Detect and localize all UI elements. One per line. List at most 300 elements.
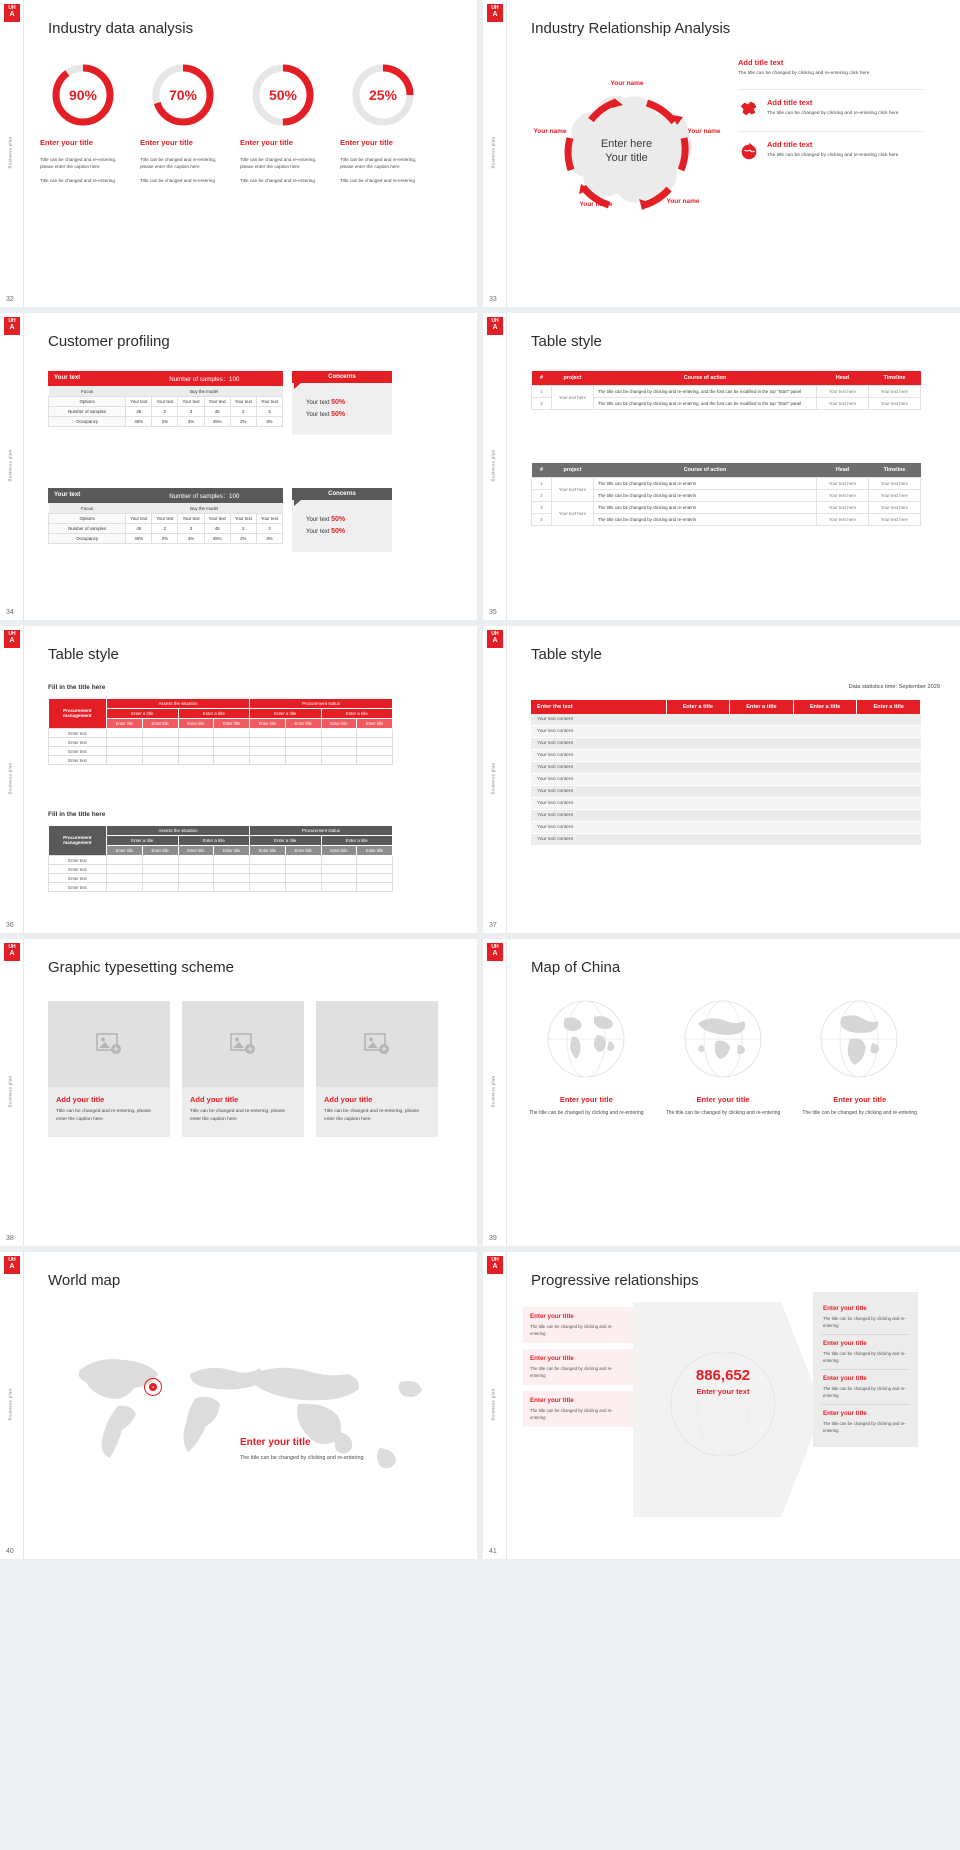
logo-text-bottom: A — [9, 324, 15, 331]
table-cell — [857, 810, 921, 822]
info-card — [821, 1405, 910, 1439]
table-cell — [214, 865, 250, 874]
table-grey — [531, 463, 921, 526]
logo-text-bottom: A — [9, 1263, 15, 1270]
table-row — [49, 503, 283, 514]
table-cell — [857, 834, 921, 846]
logo-text-top: UH — [8, 944, 16, 950]
table-cell — [730, 762, 794, 774]
brand-logo-icon — [487, 4, 503, 22]
info-card-title: Enter your title — [530, 1355, 574, 1362]
info-card-body: The title can be changed by clicking and re-entering — [530, 1366, 613, 1378]
table-cell: 45% — [126, 534, 152, 544]
table-cell: Your text — [152, 397, 178, 407]
table-cell: Your text content — [531, 810, 666, 822]
concerns-line-value: 50% — [331, 411, 346, 418]
big-number-block — [658, 1367, 788, 1396]
table-cell — [357, 747, 393, 756]
row-label: Enter text — [49, 738, 107, 747]
sub-header: Enter a title — [250, 836, 322, 846]
table-cell — [857, 738, 921, 750]
table-row — [49, 514, 283, 524]
table-cell — [857, 726, 921, 738]
slide-side-label: Business plan — [490, 1075, 496, 1108]
table-cell-num: 2 — [532, 398, 552, 410]
slide-number: 36 — [6, 922, 14, 929]
table-cell — [107, 747, 143, 756]
row-label: Enter text — [49, 874, 107, 883]
data-table — [531, 371, 921, 410]
table-cell: Your text — [126, 514, 152, 524]
table-header-right: Number of samples：100 — [169, 493, 240, 500]
mini-header: Enter title — [357, 846, 393, 856]
mini-header: Enter title — [321, 846, 357, 856]
slide-thumbnail-34[interactable] — [0, 313, 477, 620]
mini-header: Enter title — [250, 719, 286, 729]
table-cell: 2% — [230, 534, 256, 544]
globe-title: Enter your title — [696, 1095, 750, 1104]
table-cell — [857, 786, 921, 798]
table-cell — [250, 883, 286, 892]
logo-text-bottom: A — [492, 637, 498, 644]
donut-percent-label: 25% — [368, 87, 398, 103]
info-card — [523, 1391, 633, 1427]
brand-logo-icon — [487, 630, 503, 648]
slide-thumbnail-33[interactable] — [483, 0, 960, 307]
row-label: Enter text — [49, 747, 107, 756]
slide-thumbnail-40[interactable] — [0, 1252, 477, 1559]
mini-header: Enter title — [214, 719, 250, 729]
table-cell-num: 3 — [532, 502, 552, 514]
table-cell: 2 — [230, 407, 256, 417]
mini-header: Enter title — [107, 846, 143, 856]
table-row — [49, 756, 393, 765]
column-header: Enter the text — [531, 700, 666, 714]
slide-left-rail — [483, 1252, 507, 1559]
mini-header: Enter title — [357, 719, 393, 729]
page-title: Customer profiling — [48, 333, 170, 350]
info-card-title: Enter your title — [823, 1410, 867, 1417]
table-cell — [666, 738, 730, 750]
info-card-body: The title can be changed by clicking and re-entering — [823, 1351, 906, 1363]
table-cell: 2 — [230, 524, 256, 534]
slide-number: 40 — [6, 1548, 14, 1555]
table-cell — [285, 738, 321, 747]
table-cell-action: The title can be changed by clicking and re-enterin — [594, 502, 817, 514]
brand-logo-icon — [487, 943, 503, 961]
table-row — [531, 834, 921, 846]
mini-header: Enter title — [142, 846, 178, 856]
table-cell — [178, 729, 214, 738]
relationship-node-label: Your name — [579, 201, 613, 208]
table-cell — [666, 786, 730, 798]
content-table — [531, 700, 921, 846]
column-header: Head — [817, 371, 869, 386]
slide-number: 39 — [489, 1235, 497, 1242]
table-cell-action: The title can be changed by clicking and re-enterin — [594, 478, 817, 490]
world-map-graphic — [40, 1322, 460, 1512]
row-label: Number of samples — [49, 524, 126, 534]
table-cell — [142, 738, 178, 747]
table-cell — [107, 865, 143, 874]
table-cell — [666, 750, 730, 762]
table-header-left: Your text — [54, 491, 81, 498]
table-cell: 3 — [178, 407, 204, 417]
big-number-label: Enter your text — [696, 1387, 750, 1396]
brand-logo-icon — [487, 317, 503, 335]
table-cell — [321, 856, 357, 865]
map-callout — [240, 1437, 363, 1463]
table-cell — [250, 756, 286, 765]
table-header-left: Your text — [54, 374, 81, 381]
table-cell-time: Your text here — [869, 386, 921, 398]
slide-left-rail — [0, 1252, 24, 1559]
graphic-card-row — [48, 1001, 438, 1137]
group-header: Procurement status — [250, 699, 393, 709]
graphic-card-title: Add your title — [56, 1095, 105, 1104]
info-card-title: Enter your title — [823, 1305, 867, 1312]
table-cell — [214, 729, 250, 738]
graphic-card-caption — [316, 1087, 438, 1137]
donut-item — [340, 62, 440, 184]
logo-text-bottom: A — [9, 950, 15, 957]
graphic-card-caption — [48, 1087, 170, 1137]
mini-header: Enter title — [214, 846, 250, 856]
table-cell: Your text — [178, 514, 204, 524]
mini-header: Enter title — [285, 846, 321, 856]
page-title: Graphic typesetting scheme — [48, 959, 234, 976]
info-card — [523, 1307, 633, 1343]
table-cell — [321, 747, 357, 756]
data-table — [48, 503, 283, 544]
table-row — [49, 524, 283, 534]
list-item — [738, 89, 923, 120]
table-cell-action: The title can be changed by clicking and re-enterin — [594, 514, 817, 526]
table-cell: Your text content — [531, 750, 666, 762]
table-cell-time: Your text here — [869, 478, 921, 490]
procurement-table-grey — [48, 825, 393, 892]
globe-item — [660, 997, 787, 1117]
table-row — [531, 774, 921, 786]
map-pin-dot: ● — [149, 1383, 157, 1391]
table-header-row — [49, 826, 393, 836]
table-cell: Your text — [230, 514, 256, 524]
table-cell — [857, 798, 921, 810]
stats-time-label: Data statistics time: September 2029 — [848, 684, 940, 690]
table-cell — [285, 883, 321, 892]
globe-title: Enter your title — [559, 1095, 613, 1104]
table-cell — [666, 774, 730, 786]
sub-header: Enter a title — [321, 709, 393, 719]
slide-side-label: Business plan — [7, 136, 13, 169]
table-cell — [285, 729, 321, 738]
table-cell — [793, 822, 857, 834]
table-row — [531, 822, 921, 834]
table-cell-num: 1 — [532, 386, 552, 398]
table-cell: 3% — [256, 534, 282, 544]
table-cell: Your text content — [531, 798, 666, 810]
mini-header: Enter title — [285, 719, 321, 729]
concerns-title: Concerns — [292, 371, 392, 383]
table-cell — [666, 810, 730, 822]
donut-percent-label: 50% — [268, 87, 298, 103]
info-card-body: The title can be changed by clicking and re-entering — [823, 1316, 906, 1328]
table-cell-action: The title can be changed by clicking and re-entering, and the font can be modified in the top "Start" panel — [594, 398, 817, 410]
section-title-1: Fill in the title here — [48, 684, 106, 691]
table-cell: Your text — [256, 514, 282, 524]
slide-side-label: Business plan — [490, 1388, 496, 1421]
table-row — [531, 810, 921, 822]
sub-header: Enter a title — [250, 709, 322, 719]
section-title-2: Fill in the title here — [48, 811, 106, 818]
page-title: Map of China — [531, 959, 621, 976]
center-line-2: Your title — [605, 151, 648, 164]
table-row — [49, 534, 283, 544]
concerns-line-label: Your text — [306, 400, 330, 406]
table-row — [49, 874, 393, 883]
sub-header: Enter a title — [107, 709, 179, 719]
table-row — [49, 883, 393, 892]
info-card — [821, 1300, 910, 1335]
table-cell-head: Your text here — [817, 386, 869, 398]
row-label: Occupancy — [49, 534, 126, 544]
column-header: project — [552, 463, 594, 478]
table-cell — [142, 729, 178, 738]
donut-title: Enter your title — [40, 138, 93, 147]
slide-thumbnail-37[interactable] — [483, 626, 960, 933]
table-cell — [730, 810, 794, 822]
graphic-card[interactable] — [48, 1001, 170, 1137]
slide-thumbnail-39[interactable] — [483, 939, 960, 1246]
column-header: Enter a title — [730, 700, 794, 714]
donut-item — [240, 62, 340, 184]
table-cell: 45% — [204, 417, 230, 427]
table-cell — [793, 834, 857, 846]
data-table — [531, 463, 921, 526]
table-cell — [357, 883, 393, 892]
relationship-diagram — [519, 58, 734, 243]
table-cell — [793, 726, 857, 738]
slide-number: 37 — [489, 922, 497, 929]
table-row — [49, 865, 393, 874]
slide-thumbnail-36[interactable] — [0, 626, 477, 933]
concerns-line-label: Your text — [306, 529, 330, 535]
table-cell-action: The title can be changed by clicking and re-entering, and the font can be modified in the top "Start" panel — [594, 386, 817, 398]
list-item-body: The title can be changed by clicking and re-entering click here — [767, 111, 899, 116]
row-label: Enter text — [49, 865, 107, 874]
row-label: Enter text — [49, 856, 107, 865]
table-cell — [730, 750, 794, 762]
table-cell — [178, 756, 214, 765]
donut-percent-label: 70% — [168, 87, 198, 103]
column-header: Enter a title — [857, 700, 921, 714]
logo-text-top: UH — [8, 318, 16, 324]
column-header: Enter a title — [793, 700, 857, 714]
table-cell — [142, 883, 178, 892]
table-cell — [730, 822, 794, 834]
table-cell-time: Your text here — [869, 502, 921, 514]
row-label: Enter text — [49, 883, 107, 892]
table-cell — [666, 798, 730, 810]
graphic-card[interactable] — [316, 1001, 438, 1137]
info-card — [821, 1370, 910, 1405]
donut-item — [40, 62, 140, 184]
relationship-node-label: Your name — [666, 198, 700, 205]
mini-header: Enter title — [250, 846, 286, 856]
big-number-value: 886,652 — [695, 1367, 751, 1384]
table-cell — [250, 865, 286, 874]
table-cell — [178, 747, 214, 756]
procurement-table-red — [48, 698, 393, 765]
graphic-card-title: Add your title — [190, 1095, 239, 1104]
globe-item — [523, 997, 650, 1117]
table-cell — [214, 856, 250, 865]
table-cell — [178, 856, 214, 865]
table-cell: 45 — [126, 524, 152, 534]
concerns-line-value: 50% — [331, 399, 346, 406]
logo-text-top: UH — [491, 1257, 499, 1263]
table-cell — [250, 738, 286, 747]
table-cell: 2 — [152, 524, 178, 534]
row-label: Enter text — [49, 756, 107, 765]
donut-caption-2: Title can be changed and re-entering — [240, 178, 315, 183]
table-cell-head: Your text here — [817, 490, 869, 502]
page-title: Table style — [48, 646, 119, 663]
concerns-panel-1 — [292, 371, 392, 435]
table-cell — [793, 810, 857, 822]
table-cell: Your text content — [531, 714, 666, 726]
graphic-card-body: Title can be changed and re-entering, please enter the caption here — [56, 1109, 152, 1122]
table-cell — [793, 738, 857, 750]
slide-thumbnail-38[interactable] — [0, 939, 477, 1246]
focus-value: Buy the model — [126, 503, 283, 514]
table-cell: Your text content — [531, 762, 666, 774]
map-callout-title: Enter your title — [240, 1437, 311, 1448]
sub-header: Enter a title — [178, 836, 250, 846]
table-red — [531, 371, 921, 410]
row-label: Options — [49, 397, 126, 407]
table-cell — [142, 856, 178, 865]
table-cell — [285, 865, 321, 874]
page-title: Table style — [531, 646, 602, 663]
slide-left-rail — [0, 939, 24, 1246]
donut-caption-1: Title can be changed and re-entering, please enter the caption here — [140, 157, 217, 169]
group-header: Assess the situation — [107, 826, 250, 836]
table-cell — [214, 883, 250, 892]
table-cell: Your text content — [531, 822, 666, 834]
slide-thumbnail-35[interactable] — [483, 313, 960, 620]
graphic-card-caption — [182, 1087, 304, 1137]
progressive-left-column — [523, 1307, 633, 1433]
customer-table-2 — [48, 488, 283, 544]
brand-logo-icon — [4, 943, 20, 961]
table-cell: 2% — [152, 534, 178, 544]
table-cell — [666, 822, 730, 834]
brand-logo-icon — [4, 4, 20, 22]
globe-body: The title can be changed by clicking and re-entering — [802, 1110, 917, 1116]
table-cell — [107, 756, 143, 765]
slide-left-rail — [0, 313, 24, 620]
column-header: project — [552, 371, 594, 386]
list-item — [738, 58, 923, 78]
map-callout-body: The title can be changed by clicking and re-entering — [240, 1455, 364, 1461]
globe-outline-decor — [658, 1344, 788, 1464]
donut-title: Enter your title — [340, 138, 393, 147]
globe-icon — [738, 140, 760, 162]
donut-item — [140, 62, 240, 184]
table-row — [49, 417, 283, 427]
center-line-1: Enter here — [600, 137, 653, 150]
slide-left-rail — [0, 626, 24, 933]
table-cell — [666, 714, 730, 726]
table-cell — [730, 798, 794, 810]
globe-body: The title can be changed by clicking and re-entering — [529, 1110, 644, 1116]
table-cell — [730, 714, 794, 726]
table-cell — [285, 756, 321, 765]
donut-caption-1: Title can be changed and re-entering, please enter the caption here — [340, 157, 417, 169]
column-header: Timeline — [869, 371, 921, 386]
table-cell-head: Your text here — [817, 478, 869, 490]
table-cell-head: Your text here — [817, 514, 869, 526]
slide-thumbnail-32[interactable] — [0, 0, 477, 307]
slide-number: 34 — [6, 609, 14, 616]
slide-thumbnail-41[interactable] — [483, 1252, 960, 1559]
table-cell — [793, 750, 857, 762]
slide-number: 41 — [489, 1548, 497, 1555]
brand-logo-icon — [4, 1256, 20, 1274]
table-cell — [357, 874, 393, 883]
table-cell — [321, 865, 357, 874]
column-header: Timeline — [869, 463, 921, 478]
slide-number: 35 — [489, 609, 497, 616]
graphic-card-body: Title can be changed and re-entering, please enter the caption here — [190, 1109, 286, 1122]
table-cell: 2% — [230, 417, 256, 427]
column-header: # — [532, 371, 552, 386]
table-cell — [214, 738, 250, 747]
table-cell — [730, 726, 794, 738]
table-cell: 45 — [204, 407, 230, 417]
table-header-row — [49, 699, 393, 709]
slide-number: 33 — [489, 296, 497, 303]
table-cell: 45 — [204, 524, 230, 534]
slide-side-label: Business plan — [490, 136, 496, 169]
table-cell — [178, 874, 214, 883]
relationship-node-label: Your name — [533, 128, 567, 135]
brand-logo-icon — [4, 317, 20, 335]
donut-percent-label: 90% — [68, 87, 98, 103]
table-cell: Your text — [256, 397, 282, 407]
concerns-title: Concerns — [292, 488, 392, 500]
slide-side-label: Business plan — [490, 449, 496, 482]
table-cell: 2% — [152, 417, 178, 427]
table-cell: Your text content — [531, 726, 666, 738]
table-cell: Your text — [230, 397, 256, 407]
logo-text-top: UH — [8, 1257, 16, 1263]
table-cell — [107, 874, 143, 883]
table-cell — [730, 738, 794, 750]
info-card-body: The title can be changed by clicking and re-entering — [530, 1324, 613, 1336]
column-header: # — [532, 463, 552, 478]
donut-title: Enter your title — [240, 138, 293, 147]
slide-side-label: Business plan — [490, 762, 496, 795]
donut-chart — [150, 62, 216, 128]
globe-title: Enter your title — [833, 1095, 887, 1104]
table-header-right: Number of samples：100 — [169, 376, 240, 383]
image-placeholder — [182, 1001, 304, 1087]
page-title: Industry data analysis — [48, 20, 194, 37]
graphic-card[interactable] — [182, 1001, 304, 1137]
table-cell: 3% — [178, 534, 204, 544]
